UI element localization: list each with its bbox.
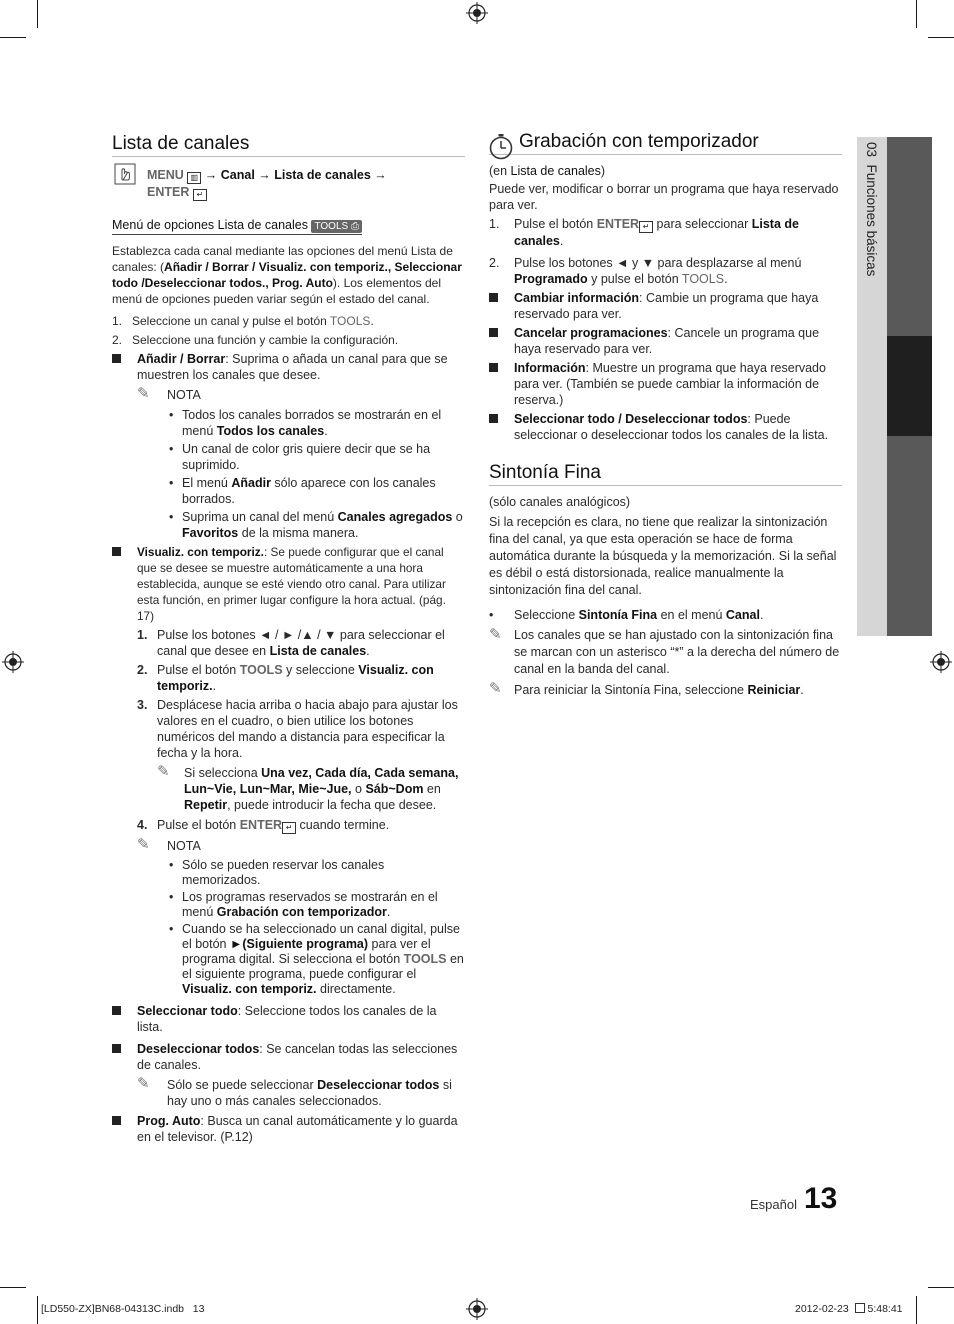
timer-step: 4. Pulse el botón ENTER ↵ cuando termine. [137,818,390,832]
right-column [489,131,842,702]
option-item: Cancelar programaciones: Cancele un programa que haya reservado para ver. [489,325,842,357]
context-line: (sólo canales analógicos) [489,495,631,509]
chapter-tab-block [887,436,932,636]
enter-icon: ↵ [282,822,296,834]
note-item: • Todos los canales borrados se mostrarán en el menú Todos los canales. [167,407,465,439]
registration-mark-icon [466,1298,488,1320]
context-line: (en Lista de canales) [489,164,606,178]
footer-language: Español [750,1197,797,1212]
crop-mark [916,0,917,28]
menu-path: MENU ▥ → Canal → Lista de canales → ENTER ↵ [112,167,465,201]
option-item: Cambiar información: Cambie un programa que haya reservado para ver. [489,290,842,322]
chapter-tab-active-block [887,336,932,436]
pencil-note-icon: ✎ [489,626,502,643]
tools-badge: TOOLS ⎙ [311,220,362,233]
crop-mark [37,0,38,28]
registration-mark-icon [466,2,488,24]
auto-program-item: Prog. Auto: Busca un canal automáticamente y lo guarda en el televisor. (P.12) [112,1113,465,1145]
deselect-all-item: Deseleccionar todos: Se cancelan todas las selecciones de canales. [112,1041,465,1073]
timer-step: 3. Desplácese hacia arriba o hacia abajo para ajustar los valores en el cuadro, o bien utilice los botones numéricos del mando a distancia para especificar la fecha y la hora. [137,698,458,760]
hand-pointer-icon [114,163,136,185]
note-list [112,407,465,541]
timer-step-note: ✎ Si selecciona Una vez, Cada día, Cada semana, Lun~Vie, Lun~Mar, Mie~Jue, o Sáb~Dom en Repetir, puede introducir la fecha que desee. [157,763,459,812]
crop-mark [916,1296,917,1324]
intro-paragraph: Puede ver, modificar o borrar un programa que haya reservado para ver. [489,182,839,212]
step-2: 2. Seleccione una función y cambie la configuración. [112,333,399,347]
intro-paragraph: Establezca cada canal mediante las opciones del menú Lista de canales: (Añadir / Borrar / Visualiz. con temporiz., Seleccionar todo /Deseleccionar todos., Prog. Auto). Los elementos del menú de opciones pueden variar según el estado del canal. [112,244,462,306]
page-number: 13 [804,1182,838,1215]
chapter-tab-block [887,137,932,336]
deselect-note: ✎ Sólo se puede seleccionar Deseleccionar todos si hay uno o más canales seleccionados. [137,1075,452,1108]
option-item: Información: Muestre un programa que haya reservado para ver. (También se puede cambiar la información de reserva.) [489,360,842,408]
pencil-note-icon: ✎ [137,385,150,402]
note-list [112,858,465,997]
timer-step: 1. Pulse los botones ◄ / ► /▲ / ▼ para seleccionar el canal que desee en Lista de canales. [137,628,445,658]
registration-mark-icon [2,651,24,673]
left-column [112,133,465,1148]
step-1: 1. Seleccione un canal y pulse el botón TOOLS. [112,314,374,328]
note-block: ✎ NOTA [137,385,201,402]
crop-mark [0,37,26,38]
section-heading: Sintonía Fina [489,465,842,486]
pencil-note-icon: ✎ [157,763,170,780]
crop-mark [0,1287,26,1288]
menu-icon: ▥ [187,172,201,184]
enter-icon: ↵ [193,189,207,201]
select-all-item: Seleccionar todo: Seleccione todos los canales de la lista. [112,1003,465,1035]
note-item: • Sólo se pueden reservar los canales memorizados. [167,858,465,888]
print-slug-date: 2012-02-23 5:48:41 [795,1303,903,1315]
chapter-label: 03 Funciones básicas [864,142,879,277]
print-slug-file: [LD550-ZX]BN68-04313C.indb 13 [41,1303,205,1315]
crop-mark [37,1296,38,1324]
timer-item: Visualiz. con temporiz.: Se puede configurar que el canal que se desee se muestre automáticamente a una hora establecida, aunque se esté viendo otro canal. Para utilizar esta función, en primer lugar configure la hora actual. (pág. 17) [112,544,465,624]
timer-clock-icon [489,133,514,160]
registration-mark-icon [930,651,952,673]
section-heading: Lista de canales [112,136,465,157]
note-item: • Cuando se ha seleccionado un canal digital, pulse el botón ►(Siguiente programa) para ver el programa digital. Si selecciona el botón TOOLS en el siguiente programa, puede configurar el Visualiz. con temporiz. directamente. [167,922,465,997]
note-item: • Un canal de color gris quiere decir que se ha suprimido. [167,441,465,473]
enter-icon: ↵ [639,221,653,233]
clock-glyph-icon [855,1303,865,1313]
timer-step: 1. Pulse el botón ENTER ↵ para seleccionar Lista de canales. [489,217,799,248]
crop-mark [928,1287,954,1288]
section-heading: Grabación con temporizador [489,134,842,155]
pencil-note-icon: ✎ [137,836,150,853]
fine-intro: Si la recepción es clara, no tiene que realizar la sintonización fina del canal, ya que esta operación se hace de forma automática durante la búsqueda y la memorización. Si la señal es débil o está distorsionada, realice manualmente la sintonización fina del canal. [489,515,837,597]
option-item: Seleccionar todo / Deseleccionar todos: Puede seleccionar o deseleccionar todos los canales de la lista. [489,411,842,443]
pencil-note-icon: ✎ [137,1075,150,1092]
fine-note: ✎ Para reiniciar la Sintonía Fina, seleccione Reiniciar. [489,680,804,697]
timer-steps [112,627,465,834]
fine-note: ✎ Los canales que se han ajustado con la sintonización fina se marcan con un asterisco “*” a la derecha del número de canal en la banda del canal. [489,626,840,676]
timer-step: 2. Pulse el botón TOOLS y seleccione Visualiz. con temporiz.. [137,663,434,693]
note-item: • Los programas reservados se mostrarán en el menú Grabación con temporizador. [167,890,465,920]
fine-bullet: • Seleccione Sintonía Fina en el menú Canal. [489,608,764,622]
options-title: Menú de opciones Lista de canales TOOLS ⎙ [112,217,362,235]
note-item: • Suprima un canal del menú Canales agregados o Favoritos de la misma manera. [167,509,465,541]
timer-step: 2. Pulse los botones ◄ y ▼ para desplazarse al menú Programado y pulse el botón TOOLS. [489,256,802,286]
note-item: • El menú Añadir sólo aparece con los canales borrados. [167,475,465,507]
add-remove-item: Añadir / Borrar: Suprima o añada un canal para que se muestren los canales que desee. [112,351,465,383]
note-block: ✎ NOTA [137,836,201,853]
crop-mark [928,37,954,38]
pencil-note-icon: ✎ [489,680,502,697]
